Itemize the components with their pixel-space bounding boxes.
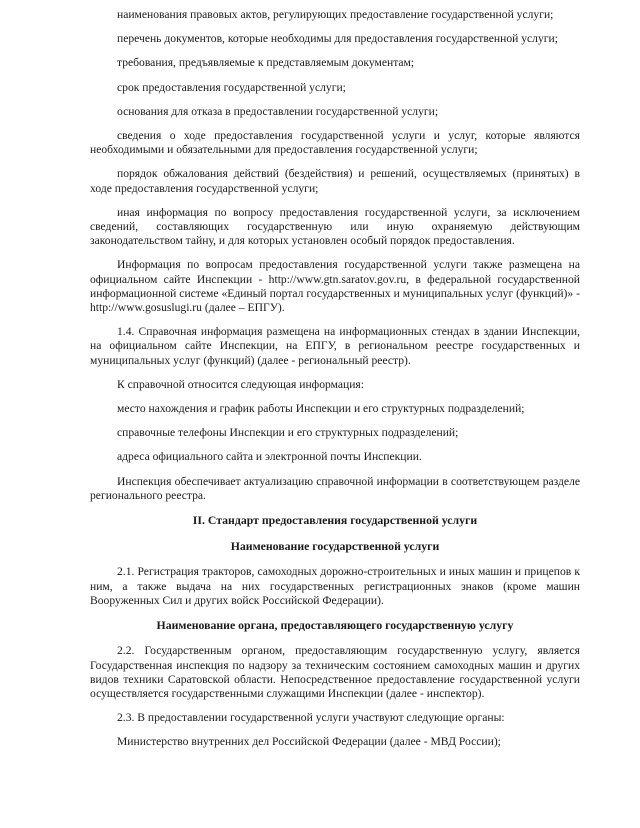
- subsection-heading: Наименование государственной услуги: [230, 539, 440, 554]
- paragraph: К справочной относится следующая информация:: [117, 377, 364, 391]
- document-page: [90, 8, 580, 750]
- list-item: основания для отказа в предоставлении государственной услуги;: [117, 104, 439, 118]
- subsection-heading: Наименование органа, предоставляющего государственную услугу: [156, 618, 514, 633]
- section-heading: II. Стандарт предоставления государственной услуги: [192, 513, 478, 528]
- list-item: наименования правовых актов, регулирующих предоставление государственной услуги;: [117, 8, 554, 21]
- list-item: требования, предъявляемые к представляемым документам;: [117, 56, 415, 70]
- list-item: сведения о ходе предоставления государственной услуги и услуг, которые являются необходимыми и обязательными для предоставления государственной услуги;: [90, 129, 580, 157]
- list-item: перечень документов, которые необходимы для предоставления государственной услуги;: [117, 32, 558, 46]
- paragraph: 2.1. Регистрация тракторов, самоходных дорожно-строительных и иных машин и прицепов к ним, а также выдача на них государственных регистрационных знаков (кроме машин Вооруженных Сил и других войск Российской Федерации).: [90, 565, 580, 607]
- paragraph: Информация по вопросам предоставления государственной услуги также размещена на официальном сайте Инспекции - http://www.gtn.saratov.gov.ru, в федеральной государственной информационной системе «Единый портал государственных и муниципальных услуг (функций)» - http://www.gosuslugi.ru (далее – ЕПГУ).: [90, 258, 580, 315]
- list-item: порядок обжалования действий (бездействия) и решений, осуществляемых (принятых) в ходе предоставления государственной услуги;: [90, 167, 580, 195]
- list-item: срок предоставления государственной услуги;: [117, 80, 346, 94]
- paragraph: 2.3. В предоставлении государственной услуги участвуют следующие органы:: [117, 711, 505, 725]
- list-item: иная информация по вопросу предоставления государственной услуги, за исключением сведений, составляющих государственную или иную охраняемую действующим законодательством тайну, и для которых установлен особый порядок предоставления.: [90, 205, 580, 248]
- list-item: место нахождения и график работы Инспекции и его структурных подразделений;: [117, 402, 525, 416]
- list-item: адреса официального сайта и электронной почты Инспекции.: [117, 450, 422, 464]
- paragraph: 1.4. Справочная информация размещена на информационных стендах в здании Инспекции, на официальном сайте Инспекции, на ЕПГУ, в региональном реестре государственных и муниципальных услуг (функций) (далее - региональный реестр).: [90, 325, 580, 367]
- paragraph: 2.2. Государственным органом, предоставляющим государственную услугу, является Государственная инспекция по надзору за техническим состоянием самоходных машин и других видов техники Саратовской области. Непосредственное предоставление государственной услуги осуществляется государственными служащими Инспекции (далее - инспектор).: [90, 644, 580, 700]
- list-item: Министерство внутренних дел Российской Федерации (далее - МВД России);: [117, 735, 501, 749]
- list-item: справочные телефоны Инспекции и его структурных подразделений;: [117, 426, 459, 440]
- paragraph: Инспекция обеспечивает актуализацию справочной информации в соответствующем разделе регионального реестра.: [90, 474, 580, 502]
